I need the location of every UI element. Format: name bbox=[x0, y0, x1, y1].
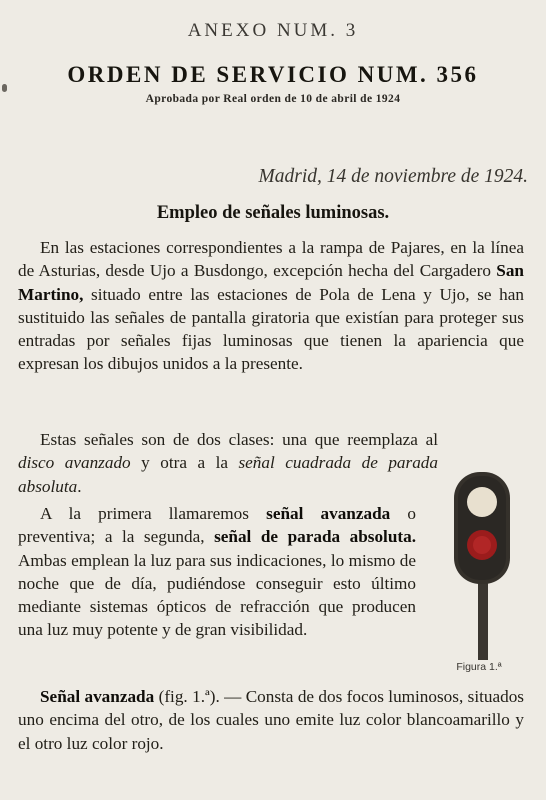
paragraph-3-text-b: o preventiva; a la segunda, bbox=[18, 504, 416, 547]
paragraph-3-bold-2: señal de parada absoluta. bbox=[214, 527, 417, 547]
paragraph-2-italic-1: disco avanzado bbox=[18, 453, 131, 473]
paragraph-3-text-c: Ambas emplean la luz para sus indicaciones, lo mismo de noche que de día, pudiéndose conseguir esto último mediante sistemas ópticos de refracción que producen una luz muy potente y de gran visibilidad. bbox=[18, 550, 416, 640]
annex-label: ANEXO NUM. 3 bbox=[187, 20, 359, 41]
paragraph-1-text-b: situado entre las estaciones de Pola de Lena y Ujo, se han sustituido las señales de pantalla giratoria que existían para proteger sus entradas por señales fijas luminosas que tienen la apariencia que expresan los dibujos unidos a la presente. bbox=[18, 284, 524, 374]
paragraph-2-italic-2: señal cuadrada de parada absoluta bbox=[18, 453, 438, 496]
paragraph-1-bold: San Martino, bbox=[18, 261, 524, 304]
paragraph-1 bbox=[18, 236, 524, 376]
paragraph-4-text: (fig. 1.ª). — Consta de dos focos luminosos, situados uno encima del otro, de los cuales uno emite luz color blancoamarillo y el otro luz color rojo. bbox=[18, 687, 524, 753]
section-heading: Empleo de señales luminosas. bbox=[156, 203, 390, 223]
paragraph-3-bold-1: señal avanzada bbox=[266, 504, 391, 523]
paragraph-2-text-c: . bbox=[77, 476, 82, 496]
figure-caption: Figura 1.ª bbox=[456, 661, 502, 673]
paragraph-3-text-a: A la primera llamaremos bbox=[40, 504, 267, 523]
approval-note: Aprobada por Real orden de 10 de abril de 1924 bbox=[145, 93, 401, 105]
signal-light-figure bbox=[446, 470, 526, 660]
dateline: Madrid, 14 de noviembre de 1924. bbox=[258, 166, 528, 187]
order-title: ORDEN DE SERVICIO NUM. 356 bbox=[67, 62, 479, 87]
paragraph-4 bbox=[18, 685, 524, 755]
paragraph-1-text-a: En las estaciones correspondientes a la rampa de Pajares, en la línea de Asturias, desde Ujo a Busdongo, excepción hecha del Cargadero bbox=[18, 238, 524, 281]
signal-lamp-top bbox=[467, 487, 497, 517]
paragraph-3 bbox=[18, 502, 416, 642]
paragraph-2 bbox=[18, 428, 438, 498]
paragraph-4-bold: Señal avanzada bbox=[40, 687, 155, 706]
paragraph-2-text-b: y otra a la bbox=[130, 453, 239, 473]
paragraph-2-text-a: Estas señales son de dos clases: una que reemplaza al bbox=[40, 430, 438, 449]
signal-pole bbox=[478, 580, 488, 660]
